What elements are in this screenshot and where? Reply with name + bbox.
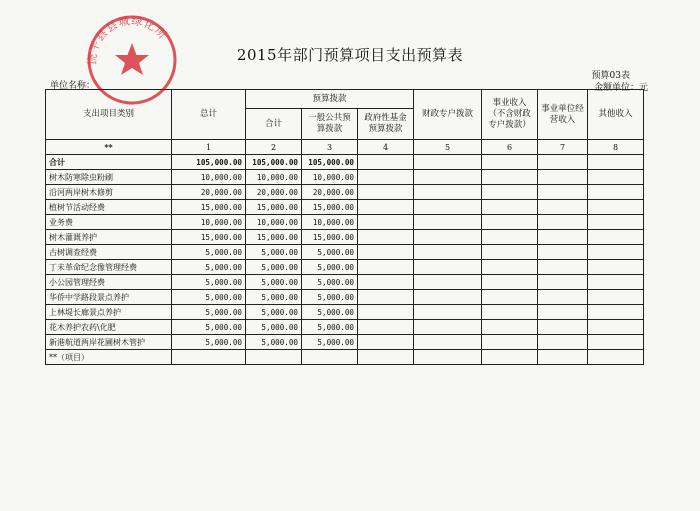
row-empty-cell: [538, 290, 588, 305]
row-name: 小公园管理经费: [46, 275, 172, 290]
row-empty-cell: [588, 275, 644, 290]
table-row: [46, 290, 644, 305]
row-empty-cell: [588, 170, 644, 185]
table-row: [46, 215, 644, 230]
header-business-income: 事业收入（不含财政专户拨款）: [482, 90, 538, 140]
row-total: [172, 350, 246, 365]
row-empty-cell: [482, 185, 538, 200]
header-total: 总计: [172, 90, 246, 140]
row-name: 上林堤长廊景点养护: [46, 305, 172, 320]
row-name: 新港航道两岸花圃树木管护: [46, 335, 172, 350]
row-empty-cell: [358, 350, 414, 365]
row-total: 15,000.00: [172, 200, 246, 215]
row-empty-cell: [538, 305, 588, 320]
header-row-1: [46, 90, 644, 109]
row-general: [302, 350, 358, 365]
header-fiscal-special: 财政专户拨款: [414, 90, 482, 140]
page-title: 2015年部门预算项目支出预算表: [236, 46, 464, 64]
row-subtotal: 5,000.00: [246, 260, 302, 275]
row-empty-cell: [414, 230, 482, 245]
row-empty-cell: [414, 200, 482, 215]
table-row: [46, 260, 644, 275]
row-empty-cell: [588, 215, 644, 230]
row-total: 5,000.00: [172, 320, 246, 335]
row-name: 合计: [46, 155, 172, 170]
row-empty-cell: [414, 335, 482, 350]
index-cell: 8: [588, 140, 644, 155]
row-empty-cell: [414, 245, 482, 260]
row-empty-cell: [588, 305, 644, 320]
row-general: 5,000.00: [302, 335, 358, 350]
row-name: 业务费: [46, 215, 172, 230]
row-empty-cell: [482, 260, 538, 275]
row-total: 20,000.00: [172, 185, 246, 200]
row-empty-cell: [538, 245, 588, 260]
header-subtotal: 合计: [246, 109, 302, 140]
row-empty-cell: [482, 170, 538, 185]
table-row: [46, 185, 644, 200]
row-empty-cell: [358, 275, 414, 290]
row-total: 15,000.00: [172, 230, 246, 245]
index-cell: 3: [302, 140, 358, 155]
index-cell: 4: [358, 140, 414, 155]
row-empty-cell: [414, 260, 482, 275]
row-empty-cell: [482, 320, 538, 335]
row-empty-cell: [588, 200, 644, 215]
row-general: 5,000.00: [302, 320, 358, 335]
row-total: 5,000.00: [172, 245, 246, 260]
header-budget-allocation: 预算拨款: [246, 90, 414, 109]
row-subtotal: 5,000.00: [246, 305, 302, 320]
row-general: 10,000.00: [302, 170, 358, 185]
table-row-total: [46, 155, 644, 170]
row-subtotal: 5,000.00: [246, 275, 302, 290]
row-subtotal: 5,000.00: [246, 290, 302, 305]
index-cell: **: [46, 140, 172, 155]
row-empty-cell: [482, 155, 538, 170]
row-empty-cell: [414, 185, 482, 200]
row-empty-cell: [538, 155, 588, 170]
row-empty-cell: [482, 335, 538, 350]
row-empty-cell: [358, 335, 414, 350]
row-empty-cell: [588, 350, 644, 365]
row-empty-cell: [414, 155, 482, 170]
row-name: **（项目）: [46, 350, 172, 365]
table-row: [46, 320, 644, 335]
index-cell: 1: [172, 140, 246, 155]
row-empty-cell: [414, 275, 482, 290]
row-total: 5,000.00: [172, 260, 246, 275]
row-empty-cell: [358, 185, 414, 200]
row-subtotal: [246, 350, 302, 365]
index-row: [46, 140, 644, 155]
row-empty-cell: [358, 200, 414, 215]
row-empty-cell: [482, 245, 538, 260]
budget-table: [45, 89, 644, 365]
table-number: 预算03表: [591, 71, 630, 81]
row-empty-cell: [482, 290, 538, 305]
index-cell: 6: [482, 140, 538, 155]
row-total: 10,000.00: [172, 215, 246, 230]
row-empty-cell: [414, 350, 482, 365]
table-row: [46, 245, 644, 260]
row-name: 树木防寒除虫粉刷: [46, 170, 172, 185]
row-general: 105,000.00: [302, 155, 358, 170]
row-empty-cell: [358, 155, 414, 170]
svg-text:饶平县县城绿化所: 饶平县县城绿化所: [85, 14, 170, 66]
row-total: 5,000.00: [172, 335, 246, 350]
row-empty-cell: [538, 230, 588, 245]
row-empty-cell: [414, 290, 482, 305]
row-empty-cell: [358, 215, 414, 230]
row-name: 古树调查经费: [46, 245, 172, 260]
row-empty-cell: [588, 245, 644, 260]
row-total: 5,000.00: [172, 290, 246, 305]
table-row: [46, 170, 644, 185]
row-empty-cell: [482, 305, 538, 320]
row-empty-cell: [538, 335, 588, 350]
row-subtotal: 5,000.00: [246, 320, 302, 335]
row-general: 5,000.00: [302, 260, 358, 275]
row-subtotal: 5,000.00: [246, 335, 302, 350]
row-total: 5,000.00: [172, 305, 246, 320]
row-general: 15,000.00: [302, 230, 358, 245]
row-subtotal: 15,000.00: [246, 230, 302, 245]
row-name: 沿河两岸树木修剪: [46, 185, 172, 200]
table-row: [46, 275, 644, 290]
row-general: 5,000.00: [302, 275, 358, 290]
row-general: 15,000.00: [302, 200, 358, 215]
row-empty-cell: [588, 290, 644, 305]
row-general: 5,000.00: [302, 305, 358, 320]
row-general: 10,000.00: [302, 215, 358, 230]
index-cell: 7: [538, 140, 588, 155]
table-row: [46, 230, 644, 245]
row-empty-cell: [538, 320, 588, 335]
row-empty-cell: [538, 215, 588, 230]
row-empty-cell: [588, 335, 644, 350]
row-empty-cell: [588, 230, 644, 245]
row-empty-cell: [538, 170, 588, 185]
row-empty-cell: [538, 260, 588, 275]
header-category: 支出项目类别: [46, 90, 172, 140]
row-total: 105,000.00: [172, 155, 246, 170]
table-row: [46, 305, 644, 320]
row-empty-cell: [358, 245, 414, 260]
table-row: [46, 200, 644, 215]
row-general: 5,000.00: [302, 245, 358, 260]
row-empty-cell: [482, 350, 538, 365]
row-subtotal: 15,000.00: [246, 200, 302, 215]
amount-unit: 金额单位：元: [593, 83, 648, 93]
row-empty-cell: [588, 260, 644, 275]
index-cell: 5: [414, 140, 482, 155]
row-general: 20,000.00: [302, 185, 358, 200]
row-empty-cell: [482, 215, 538, 230]
row-subtotal: 5,000.00: [246, 245, 302, 260]
row-empty-cell: [588, 155, 644, 170]
row-general: 5,000.00: [302, 290, 358, 305]
row-empty-cell: [588, 185, 644, 200]
row-empty-cell: [538, 350, 588, 365]
header-business-operating: 事业单位经营收入: [538, 90, 588, 140]
row-empty-cell: [358, 290, 414, 305]
row-empty-cell: [414, 170, 482, 185]
table-row: [46, 335, 644, 350]
row-empty-cell: [482, 275, 538, 290]
row-empty-cell: [414, 215, 482, 230]
unit-name-label: 单位名称：: [50, 81, 96, 91]
row-subtotal: 10,000.00: [246, 215, 302, 230]
row-empty-cell: [358, 230, 414, 245]
row-name: 丁未革命纪念像管理经费: [46, 260, 172, 275]
row-subtotal: 10,000.00: [246, 170, 302, 185]
header-gov-fund: 政府性基金预算拨款: [358, 109, 414, 140]
row-empty-cell: [588, 320, 644, 335]
row-empty-cell: [482, 200, 538, 215]
header-general-public: 一般公共预算拨款: [302, 109, 358, 140]
row-empty-cell: [538, 185, 588, 200]
row-total: 5,000.00: [172, 275, 246, 290]
row-subtotal: 105,000.00: [246, 155, 302, 170]
row-empty-cell: [538, 275, 588, 290]
row-total: 10,000.00: [172, 170, 246, 185]
row-empty-cell: [358, 170, 414, 185]
row-name: 花木养护农药\化肥: [46, 320, 172, 335]
row-subtotal: 20,000.00: [246, 185, 302, 200]
row-name: 植树节活动经费: [46, 200, 172, 215]
index-cell: 2: [246, 140, 302, 155]
row-empty-cell: [482, 230, 538, 245]
row-name: 树木灌溉养护: [46, 230, 172, 245]
row-empty-cell: [414, 305, 482, 320]
row-empty-cell: [358, 260, 414, 275]
table-row: [46, 350, 644, 365]
row-empty-cell: [414, 320, 482, 335]
row-name: 华侨中学路段景点养护: [46, 290, 172, 305]
row-empty-cell: [358, 320, 414, 335]
row-empty-cell: [538, 200, 588, 215]
row-empty-cell: [358, 305, 414, 320]
header-other-income: 其他收入: [588, 90, 644, 140]
